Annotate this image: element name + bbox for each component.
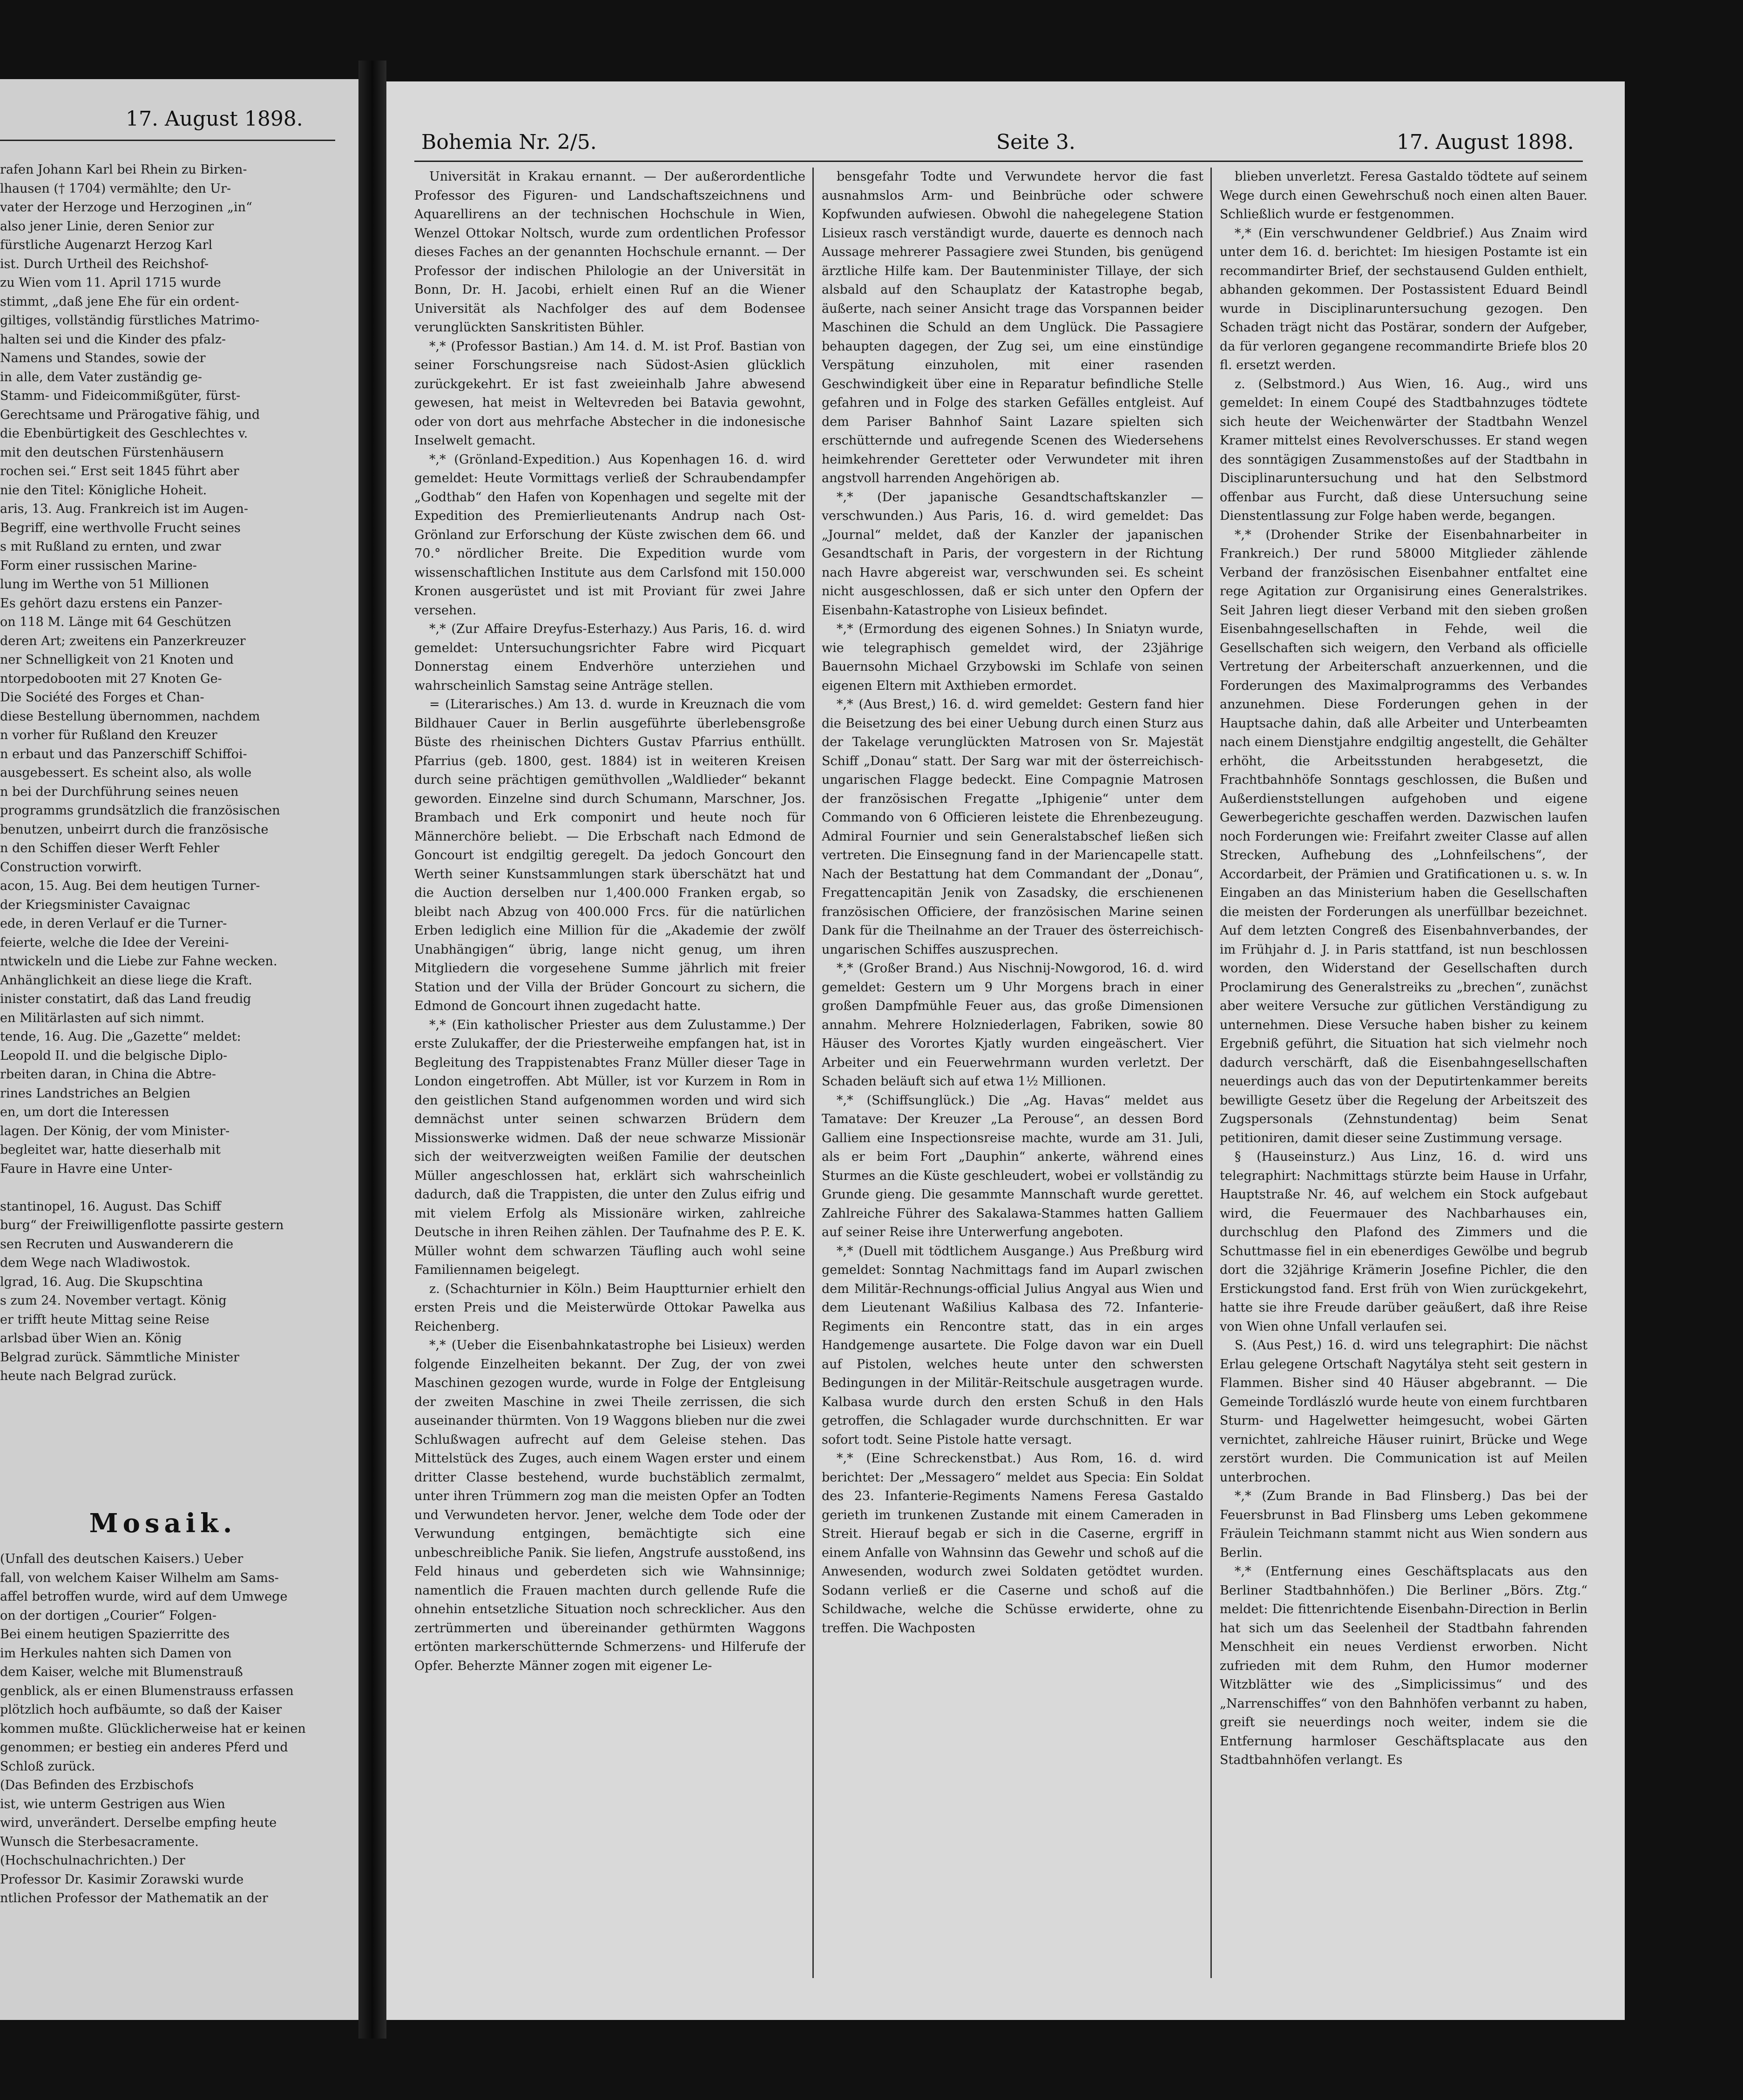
text-line: er trifft heute Mittag seine Reise	[0, 1312, 209, 1327]
text-line: wird, unverändert. Derselbe empfing heute	[0, 1816, 277, 1830]
text-line: halten sei und die Kinder des pfalz-	[0, 332, 226, 347]
text-line: lung im Werthe von 51 Millionen	[0, 577, 209, 592]
text-line: fall, von welchem Kaiser Wilhelm am Sams-	[0, 1570, 279, 1585]
text-line: ntorpedobooten mit 27 Knoten Ge-	[0, 671, 222, 686]
text-line: n vorher für Rußland den Kreuzer	[0, 728, 217, 742]
text-line: vater der Herzoge und Herzoginen „in“	[0, 200, 252, 215]
left-page	[0, 79, 358, 2020]
text-line	[0, 1178, 326, 1198]
column-divider-1	[812, 168, 814, 1978]
running-head-title: Bohemia Nr. 2/5.	[421, 130, 597, 154]
article-paragraph: blieben unverletzt. Feresa Gastaldo tödtete auf seinem Wege durch einen Gewehrschuß noch einen alten Bauer. Schließlich wurde er festgenommen.	[1220, 169, 1588, 222]
mosaik-column	[0, 1550, 326, 2006]
text-line: dem Kaiser, welche mit Blumenstrauß	[0, 1665, 243, 1679]
left-page-header-date: 17. August 1898.	[126, 107, 303, 131]
text-line: (Hochschulnachrichten.) Der	[0, 1853, 185, 1868]
book-gutter	[358, 61, 386, 2039]
text-line: burg“ der Freiwilligenflotte passirte gestern	[0, 1218, 284, 1232]
text-line: im Herkules nahten sich Damen von	[0, 1646, 232, 1661]
text-line: zu Wien vom 11. April 1715 wurde	[0, 276, 221, 290]
text-line: Form einer russischen Marine-	[0, 558, 197, 573]
article-paragraph: § (Hauseinsturz.) Aus Linz, 16. d. wird uns telegraphirt: Nachmittags stürzte beim Hause in Urfahr, Hauptstraße Nr. 46, auf welchem ein Stock aufgebaut wird, die Feuermauer des Nachbarhauses ein, durchschlug den Plafond des Zimmers und die Schuttmasse fiel in ein ebenerdiges Gewölbe und begrub dort die 32jährige Krämerin Josefine Pichler, die den Erstickungstod fand. Erst früh von Wien zurückgekehrt, hatte sie ihre Freude darüber geäußert, daß ihre Reise von Wien ohne Unfall verlaufen sei.	[1220, 1150, 1588, 1334]
text-line: ntlichen Professor der Mathematik an der	[0, 1891, 268, 1905]
article-paragraph: S. (Aus Pest,) 16. d. wird uns telegraphirt: Die nächst Erlau gelegene Ortschaft Nagytálya steht seit gestern in Flammen. Bisher sind 40 Häuser abgebrannt. — Die Gemeinde Tordlászló wurde heute von einem furchtbaren Sturm- und Hagelwetter heimgesucht, wobei Gärten vernichtet, zahlreiche Häuser ruinirt, Brücke und Wege zerstört wurden. Die Communication ist auf Meilen unterbrochen.	[1220, 1338, 1588, 1485]
article-paragraph: *,* (Der japanische Gesandtschaftskanzler — verschwunden.) Aus Paris, 16. d. wird gemeldet: Das „Journal“ meldet, daß der Kanzler der japanischen Gesandtschaft in Paris, der vorgestern in der Richtung nach Havre abgereist war, verschwunden sei. Es scheint nicht ausgeschlossen, daß er sich unter den Opfern der Eisenbahn-Katastrophe von Lisieux befindet.	[822, 490, 1203, 618]
text-line: ntwickeln und die Liebe zur Fahne wecken.	[0, 954, 277, 969]
text-line: Anhänglichkeit an diese liege die Kraft.	[0, 973, 252, 988]
article-paragraph: *,* (Entfernung eines Geschäftsplacats aus den Berliner Stadtbahnhöfen.) Die Berliner „Börs. Ztg.“ meldet: Die fittenrichtende Eisenbahn-Direction in Berlin hat sich um das Seelenheil der Stadtbahn fahrenden Menschheit ein neues Verdienst erworben. Nicht zufrieden mit dem Ruhm, den Humor moderner Witzblätter wie des „Simplicissimus“ und des „Narrenschiffes“ von den Bahnhöfen verbannt zu haben, greift sie neuerdings noch weiter, indem sie die Entfernung harmloser Geschäftsplacate aus den Stadtbahnhöfen verlangt. Es	[1220, 1564, 1588, 1767]
text-line: stantinopel, 16. August. Das Schiff	[0, 1199, 221, 1214]
text-line: giltiges, vollständig fürstliches Matrimo-	[0, 313, 260, 328]
text-line: fürstliche Augenarzt Herzog Karl	[0, 238, 213, 252]
article-column-3	[1220, 168, 1588, 1983]
text-line: Belgrad zurück. Sämmtliche Minister	[0, 1350, 240, 1365]
article-paragraph: = (Literarisches.) Am 13. d. wurde in Kreuznach die vom Bildhauer Cauer in Berlin ausgeführte überlebensgroße Büste des rheinischen Dichters Gustav Pfarrius enthüllt. Pfarrius (geb. 1800, gest. 1884) ist in weiteren Kreisen durch seine prächtigen gemüthvollen „Waldlieder“ bekannt geworden. Einzelne sind durch Schumann, Marschner, Jos. Brambach und Erk componirt und heute noch für Männerchöre beliebt. — Die Erbschaft nach Edmond de Goncourt ist endgiltig geregelt. Da jedoch Goncourt den Werth seiner Kunstsammlungen stark überschätzt hat und die Auction derselben nur 1,400.000 Franken ergab, so bleibt nach Abzug von 400.000 Frcs. für die natürlichen Erben lediglich eine Million für die „Akademie der zwölf Unabhängigen“ übrig, lange nicht genug, um ihren Mitgliedern die vorgesehene Summe jährlich mit freier Station und der Villa der Brüder Goncourt zu sichern, die Edmond de Goncourt ihnen zugedacht hatte.	[414, 697, 805, 1013]
text-line: benutzen, unbeirrt durch die französische	[0, 822, 269, 837]
article-column-1	[414, 168, 805, 1983]
text-line: in alle, dem Vater zuständig ge-	[0, 370, 202, 384]
text-line: genblick, als er einen Blumenstrauss erfassen	[0, 1683, 294, 1698]
text-line: plötzlich hoch aufbäumte, so daß der Kaiser	[0, 1703, 282, 1717]
text-line: ist. Durch Urtheil des Reichshof-	[0, 256, 209, 271]
article-paragraph: z. (Schachturnier in Köln.) Beim Hauptturnier erhielt den ersten Preis und die Meisterwürde Ottokar Pawelka aus Reichenberg.	[414, 1281, 805, 1334]
text-line: rochen sei.“ Erst seit 1845 führt aber	[0, 464, 239, 478]
text-line: Schloß zurück.	[0, 1759, 95, 1774]
text-line: lagen. Der König, der vom Minister-	[0, 1124, 230, 1138]
text-line: n den Schiffen dieser Werft Fehler	[0, 841, 220, 855]
text-line: genommen; er bestieg ein anderes Pferd und	[0, 1740, 288, 1755]
text-line: ausgebessert. Es scheint also, als wolle	[0, 766, 252, 780]
text-line: en Militärlasten auf sich nimmt.	[0, 1010, 205, 1025]
text-line: also jener Linie, deren Senior zur	[0, 219, 214, 234]
article-paragraph: Universität in Krakau ernannt. — Der außerordentliche Professor des Figuren- und Landschaftszeichnens und Aquarellirens an der technischen Hochschule in Wien, Wenzel Ottokar Noltsch, wurde zum ordentlichen Professor dieses Faches an der genannten Hochschule ernannt. — Der Professor der indischen Philologie an der Universität in Bonn, Dr. H. Jacobi, erhielt einen Ruf an die Wiener Universität als Nachfolger des auf dem Bodensee verunglückten Sanskritisten Bühler.	[414, 169, 805, 335]
text-line: rafen Johann Karl bei Rhein zu Birken-	[0, 162, 247, 177]
text-line: deren Art; zweitens ein Panzerkreuzer	[0, 633, 246, 648]
text-line: ist, wie unterm Gestrigen aus Wien	[0, 1797, 225, 1811]
text-line: n bei der Durchführung seines neuen	[0, 784, 239, 799]
article-paragraph: bensgefahr Todte und Verwundete hervor die fast ausnahmslos Arm- und Beinbrüche oder schwere Kopfwunden aufwiesen. Obwohl die nahegelegene Station Lisieux rasch verständigt wurde, dauerte es dennoch nach Aussage mehrerer Passagiere zwei Stunden, bis genügend ärztliche Hilfe kam. Der Bautenminister Tillaye, der sich alsbald auf den Schauplatz der Katastrophe begab, äußerte, nach seiner Ansicht trage das Vorspannen beider Maschinen die Schuld an dem Unglück. Die Passagiere behaupten dagegen, der Zug sei, um eine einstündige Verspätung einzuholen, mit einer rasenden Geschwindigkeit über eine in Reparatur befindliche Stelle gefahren und in Folge des starken Gefälles entgleist. Auf dem Pariser Bahnhof Saint Lazare spielten sich erschütternde und aufregende Scenen des Wiedersehens heimkehrender Geretteter oder Verwundeter mit ihren angstvoll harrenden Angehörigen ab.	[822, 169, 1203, 485]
text-line: s mit Rußland zu ernten, und zwar	[0, 539, 221, 554]
text-line: Es gehört dazu erstens ein Panzer-	[0, 596, 223, 611]
article-paragraph: *,* (Professor Bastian.) Am 14. d. M. ist Prof. Bastian von seiner Forschungsreise nach Südost-Asien glücklich zurückgekehrt. Er ist fast zweieinhalb Jahre abwesend gewesen, hat meist in Weltevreden bei Batavia gewohnt, oder von dort aus mehrfache Abstecher in die indonesische Inselwelt gemacht.	[414, 339, 805, 448]
text-line: on der dortigen „Courier“ Folgen-	[0, 1608, 217, 1623]
text-line: (Unfall des deutschen Kaisers.) Ueber	[0, 1552, 243, 1566]
left-page-column	[0, 161, 326, 1538]
text-line: heute nach Belgrad zurück.	[0, 1369, 177, 1383]
mosaik-heading: Mosaik.	[89, 1508, 237, 1539]
text-line: Construction vorwirft.	[0, 860, 142, 875]
text-line: en, um dort die Interessen	[0, 1105, 169, 1119]
text-line: nie den Titel: Königliche Hoheit.	[0, 483, 207, 498]
text-line: ner Schnelligkeit von 21 Knoten und	[0, 653, 234, 667]
article-paragraph: *,* (Zur Affaire Dreyfus-Esterhazy.) Aus Paris, 16. d. wird gemeldet: Untersuchungsrichter Fabre wird Picquart Donnerstag einem Endverhöre unterziehen und wahrscheinlich Samstag seine Anträge stellen.	[414, 622, 805, 693]
article-paragraph: *,* (Schiffsunglück.) Die „Ag. Havas“ meldet aus Tamatave: Der Kreuzer „La Perouse“, an dessen Bord Galliem eine Inspectionsreise machte, wurde am 31. Juli, als er beim Fort „Dauphin“ ankerte, während eines Sturmes an die Küste geschleudert, wobei er vollständig zu Grunde gieng. Die gesammte Mannschaft wurde gerettet. Zahlreiche Führer des Sakalawa-Stammes hatten Galliem auf seiner Reise ihre Unterwerfung angeboten.	[822, 1093, 1203, 1239]
right-page	[386, 81, 1625, 2020]
article-paragraph: *,* (Aus Brest,) 16. d. wird gemeldet: Gestern fand hier die Beisetzung des bei einer Uebung durch einen Sturz aus der Takelage verunglückten Matrosen von Sr. Majestät Schiff „Donau“ statt. Der Sarg war mit der österreichisch-ungarischen Flagge bedeckt. Eine Compagnie Matrosen der französischen Fregatte „Iphigenie“ unter dem Commando von 6 Officieren leistete die Ehrenbezeugung. Admiral Fournier und sein Generalstabschef ließen sich vertreten. Die Einsegnung fand in der Mariencapelle statt. Nach der Bestattung hat dem Commandant der „Donau“, Fregattencapitän Jenik von Zasadsky, die erschienenen französischen Officiere, der französischen Marine seinen Dank für die Theilnahme an der Trauer des österreichisch-ungarischen Schiffes auszusprechen.	[822, 697, 1203, 957]
right-page-header-date: 17. August 1898.	[1397, 130, 1574, 154]
text-line: Stamm- und Fideicommißgüter, fürst-	[0, 389, 241, 403]
article-paragraph: *,* (Eine Schreckenstbat.) Aus Rom, 16. d. wird berichtet: Der „Messagero“ meldet aus Specia: Ein Soldat des 23. Infanterie-Regiments Namens Feresa Gastaldo gerieth im trunkenen Zustande mit einem Cameraden in Streit. Hierauf begab er sich in die Caserne, ergriff in einem Anfalle von Wahnsinn das Gewehr und schoß auf die Anwesenden, wodurch zwei Soldaten getödtet wurden. Sodann verließ er die Caserne und schoß auf die Schildwache, welche die Schüsse erwiderte, ohne zu treffen. Die Wachposten	[822, 1451, 1203, 1636]
column-divider-2	[1210, 168, 1212, 1978]
text-line: affel betroffen wurde, wird auf dem Umwege	[0, 1589, 288, 1604]
article-column-2	[822, 168, 1203, 1983]
text-line: Faure in Havre eine Unter-	[0, 1161, 173, 1176]
text-line: feierte, welche die Idee der Vereini-	[0, 935, 229, 950]
text-line: begleitet war, hatte dieserhalb mit	[0, 1143, 221, 1157]
article-paragraph: *,* (Ein verschwundener Geldbrief.) Aus Znaim wird unter dem 16. d. berichtet: Im hiesigen Postamte ist ein recommandirter Brief, der sechstausend Gulden enthielt, abhanden gekommen. Der Postassistent Eduard Beindl wurde in Disciplinaruntersuchung gezogen. Den Schaden trägt nicht das Postärar, sondern der Aufgeber, da für verloren gegangene recommandirte Briefe blos 20 fl. ersetzt werden.	[1220, 226, 1588, 372]
article-paragraph: *,* (Ein katholischer Priester aus dem Zulustamme.) Der erste Zulukaffer, der die Priesterweihe empfangen hat, ist in Begleitung des Trappistenabtes Franz Müller dieser Tage in London eingetroffen. Abt Müller, ist vor Kurzem in Rom in den geistlichen Stand aufgenommen worden und wird sich demnächst unter seinen schwarzen Brüdern dem Missionswerke widmen. Daß der neue schwarze Missionär sich der weitverzweigten weißen Familie der deutschen Müller angeschlossen hat, erklärt sich wahrscheinlich dadurch, daß die Trappisten, die unter den Zulus eifrig und mit vielem Erfolg als Missionäre wirken, zahlreiche Deutsche in ihren Reihen zählen. Der Taufnahme des P. E. K. Müller wohnt dem schwarzen Täufling auch wohl seine Familiennamen beigelegt.	[414, 1017, 805, 1277]
text-line: stimmt, „daß jene Ehe für ein ordent-	[0, 294, 239, 309]
text-line: n erbaut und das Panzerschiff Schiffoi-	[0, 747, 247, 761]
text-line: Leopold II. und die belgische Diplo-	[0, 1048, 228, 1063]
article-paragraph: *,* (Drohender Strike der Eisenbahnarbeiter in Frankreich.) Der rund 58000 Mitglieder zählende Verband der französischen Eisenbahner entfaltet eine rege Agitation zur Organisirung eines Generalstrikes. Seit Jahren liegt dieser Verband mit den sieben großen Eisenbahngesellschaften in Fehde, weil die Gesellschaften sich weigern, den Verband als officielle Vertretung der Arbeiterschaft anzuerkennen, und die Forderungen des Maximalprogramms des Verbandes anzunehmen. Diese Forderungen gehen in der Hauptsache dahin, daß alle Arbeiter und Unterbeamten nach einem Dienstjahre endgiltig angestellt, die Gehälter erhöht, die Arbeitsstunden herabgesetzt, die Frachtbahnhöfe Sonntags geschlossen, die Bußen und Außerdienststellungen aufgehoben und eigene Gewerbegerichte geschaffen werden. Dazwischen laufen noch Forderungen wie: Freifahrt zweiter Classe auf allen Strecken, Aufhebung des „Lohnfeilschens“, der Accordarbeit, der Prämien und Gratificationen u. s. w. In Eingaben an das Ministerium haben die Gesellschaften die meisten der Forderungen als unerfüllbar bezeichnet. Auf dem letzten Congreß des Eisenbahnverbandes, der im Frühjahr d. J. in Paris stattfand, ist nun beschlossen worden, den Widerstand der Gesellschaften durch Proclamirung des Generalstreiks zu „brechen“, zunächst aber weitere Versuche zur gütlichen Verständigung zu unternehmen. Diese Versuche haben bisher zu keinem Ergebniß geführt, die Situation hat sich vielmehr noch dadurch verschärft, daß die Eisenbahngesellschaften neuerdings auch das von der Deputirtenkammer bereits bewilligte Gesetz über die Regelung der Arbeitszeit des Zugspersonals (Zehnstundentag) beim Senat petitioniren, damit dieser seine Zustimmung versage.	[1220, 527, 1588, 1145]
text-line: acon, 15. Aug. Bei dem heutigen Turner-	[0, 879, 260, 893]
text-line: inister constatirt, daß das Land freudig	[0, 992, 251, 1006]
text-line: rines Landstriches an Belgien	[0, 1086, 191, 1101]
article-paragraph: *,* (Ermordung des eigenen Sohnes.) In Sniatyn wurde, wie telegraphisch gemeldet wird, der 23jährige Bauernsohn Michael Grzybowski im Schlafe von seinen eigenen Eltern mit Axthieben ermordet.	[822, 622, 1203, 693]
text-line: programms grundsätzlich die französischen	[0, 803, 280, 818]
text-line: dem Wege nach Wladiwostok.	[0, 1256, 191, 1270]
text-line: Begriff, eine werthvolle Frucht seines	[0, 520, 241, 535]
text-line: Die Société des Forges et Chan-	[0, 690, 204, 705]
text-line: on 118 M. Länge mit 64 Geschützen	[0, 615, 231, 629]
text-line: rbeiten daran, in China die Abtre-	[0, 1067, 216, 1082]
text-line: tende, 16. Aug. Die „Gazette“ meldet:	[0, 1030, 241, 1044]
text-line: der Kriegsminister Cavaignac	[0, 897, 190, 912]
text-line: kommen mußte. Glücklicherweise hat er keinen	[0, 1721, 306, 1736]
text-line: die Ebenbürtigkeit des Geschlechtes v.	[0, 426, 248, 441]
text-line: mit den deutschen Fürstenhäusern	[0, 445, 224, 460]
article-paragraph: *,* (Zum Brande in Bad Flinsberg.) Das bei der Feuersbrunst in Bad Flinsberg ums Leben gekommene Fräulein Teichmann stammt nicht aus Wien sondern aus Berlin.	[1220, 1489, 1588, 1560]
text-line: lhausen († 1704) vermählte; den Ur-	[0, 181, 231, 196]
text-line: Namens und Standes, sowie der	[0, 351, 206, 365]
article-paragraph: z. (Selbstmord.) Aus Wien, 16. Aug., wird uns gemeldet: In einem Coupé des Stadtbahnzuges tödtete sich heute der Weichenwärter der Stadtbahn Wenzel Kramer mittelst eines Revolverschusses. Er stand wegen des sonntägigen Zusammenstoßes auf der Stadtbahn in Disciplinaruntersuchung und hat den Selbstmord offenbar aus Furcht, daß diese Untersuchung seine Dienstentlassung zur Folge haben werde, begangen.	[1220, 377, 1588, 523]
right-header-rule	[414, 161, 1583, 162]
text-line: Bei einem heutigen Spazierritte des	[0, 1627, 230, 1642]
text-line: ede, in deren Verlauf er die Turner-	[0, 916, 227, 931]
text-line: lgrad, 16. Aug. Die Skupschtina	[0, 1274, 203, 1289]
text-line: Wunsch die Sterbesacramente.	[0, 1834, 199, 1849]
text-line: aris, 13. Aug. Frankreich ist im Augen-	[0, 502, 249, 516]
text-line: s zum 24. November vertagt. König	[0, 1293, 227, 1308]
page-number: Seite 3.	[996, 130, 1075, 154]
article-paragraph: *,* (Grönland-Expedition.) Aus Kopenhagen 16. d. wird gemeldet: Heute Vormittags verließ der Schraubendampfer „Godthab“ den Hafen von Kopenhagen und segelte mit der Expedition des Premierlieutenants Andrup nach Ost-Grönland zur Erforschung der Küste zwischen dem 66. und 70.° nördlicher Breite. Die Expedition wurde vom wissenschaftlichen Institute aus dem Carlsfond mit 150.000 Kronen ausgerüstet und ist mit Proviant für zwei Jahre versehen.	[414, 452, 805, 618]
text-line: Professor Dr. Kasimir Zorawski wurde	[0, 1872, 244, 1887]
text-line: sen Recruten und Auswanderern die	[0, 1237, 234, 1252]
article-paragraph: *,* (Ueber die Eisenbahnkatastrophe bei Lisieux) werden folgende Einzelheiten bekannt. Der Zug, der von zwei Maschinen gezogen wurde, wurde in Folge der Entgleisung der zweiten Maschine in zwei Theile zerrissen, die sich auseinander thürmten. Von 19 Waggons blieben nur die zwei Schlußwagen aufrecht auf dem Geleise stehen. Das Mittelstück des Zuges, auch einem Wagen erster und einem dritter Classe bestehend, wurde buchstäblich zermalmt, unter ihren Trümmern zog man die meisten Opfer an Todten und Verwundeten hervor. Jener, welche dem Tode oder der Verwundung entgingen, bemächtigte sich eine unbeschreibliche Panik. Sie liefen, Angstrufe ausstoßend, ins Feld hinaus und geberdeten sich wie Wahnsinnige; namentlich die Frauen machten durch gellende Rufe die ohnehin entsetzliche Situation noch schrecklicher. Aus den zertrümmerten und übereinander gethürmten Waggons ertönten markerschütternde Schmerzens- und Hilferufe der Opfer. Beherzte Männer zogen mit eigener Le-	[414, 1338, 805, 1673]
text-line: arlsbad über Wien an. König	[0, 1331, 182, 1346]
text-line: (Das Befinden des Erzbischofs	[0, 1778, 194, 1792]
text-line: Gerechtsame und Prärogative fähig, und	[0, 407, 260, 422]
left-header-rule	[0, 140, 335, 141]
article-paragraph: *,* (Duell mit tödtlichem Ausgange.) Aus Preßburg wird gemeldet: Sonntag Nachmittags fand im Auparl zwischen dem Militär-Rechnungs-official Julius Angyal aus Wien und dem Lieutenant Waßilius Kalbasa des 72. Infanterie-Regiments ein Rencontre statt, das in ein arges Handgemenge ausartete. Die Folge davon war ein Duell auf Pistolen, welches heute unter den schwersten Bedingungen in der Militär-Reitschule ausgetragen wurde. Kalbasa wurde durch den ersten Schuß in den Hals getroffen, die Schlagader wurde durchschnitten. Er war sofort todt. Seine Pistole hatte versagt.	[822, 1244, 1203, 1447]
text-line: diese Bestellung übernommen, nachdem	[0, 709, 260, 724]
article-paragraph: *,* (Großer Brand.) Aus Nischnij-Nowgorod, 16. d. wird gemeldet: Gestern um 9 Uhr Morgens brach in einer großen Dampfmühle Feuer aus, das große Dimensionen annahm. Mehrere Holzniederlagen, Fabriken, sowie 80 Häuser des Vorortes Kjatly wurden eingeäschert. Vier Arbeiter und ein Feuerwehrmann wurden verletzt. Der Schaden beläuft sich auf etwa 1½ Millionen.	[822, 961, 1203, 1089]
